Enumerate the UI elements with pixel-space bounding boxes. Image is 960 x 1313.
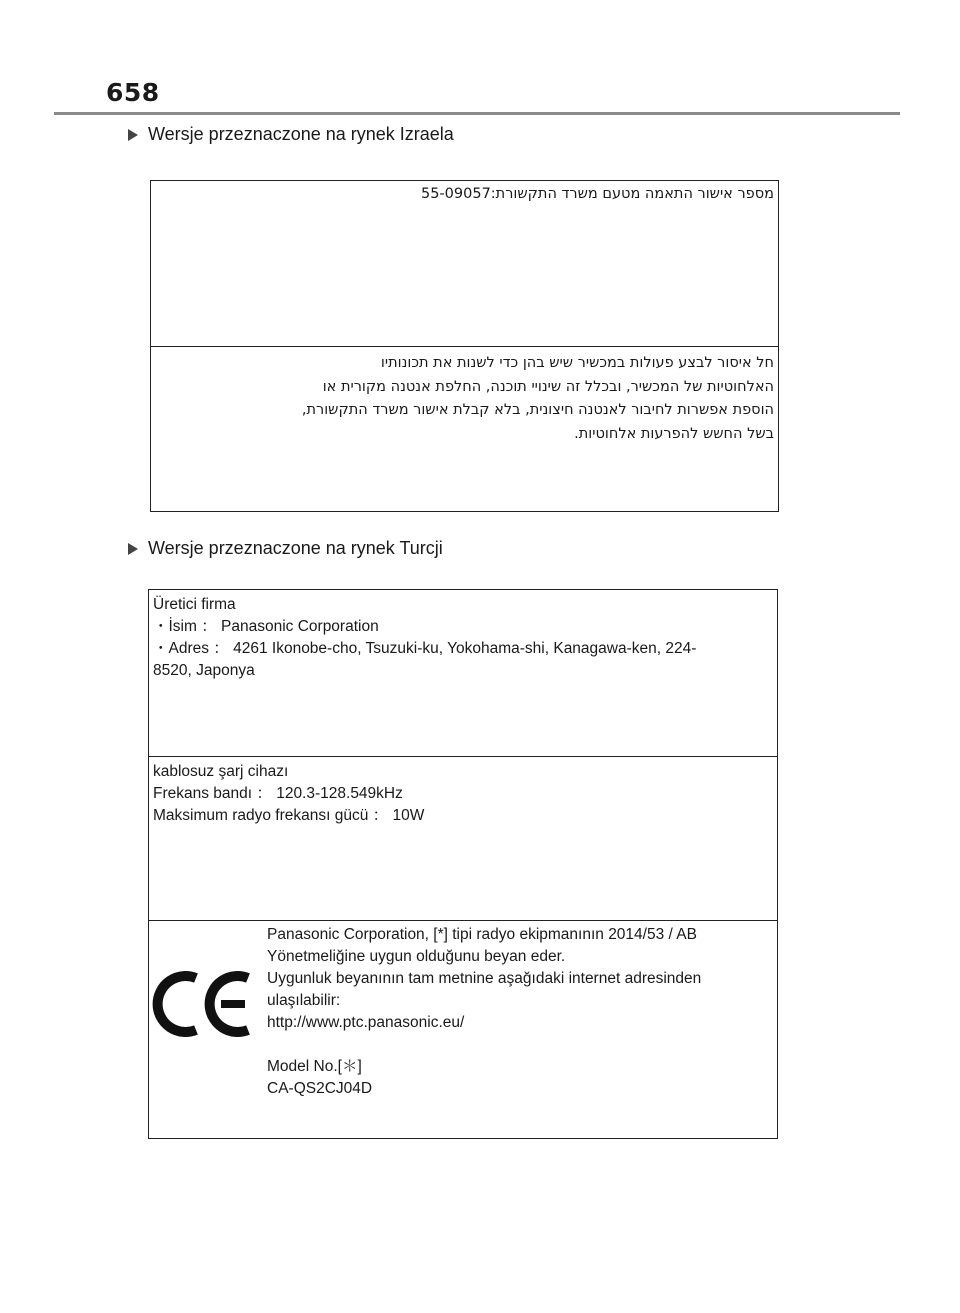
manufacturer-address-cont: 8520, Japonya [153,662,255,679]
manufacturer-title: Üretici firma [153,596,236,613]
israel-notice-line: חל איסור לבצע פעולות במכשיר שיש בהן כדי לשנות את תכונותיו [380,355,774,371]
israel-approval-cell [151,181,778,347]
header-rule [54,112,900,115]
israel-approval-box [150,180,779,512]
israel-approval-number: מספר אישור התאמה מטעם משרד התקשורת:55-09057 [420,186,774,202]
device-power: Maksimum radyo frekansı gücü ： 10W [153,807,425,824]
manufacturer-address: ・Adres ： 4261 Ikonobe-cho, Tsuzuki-ku, Yokohama-shi, Kanagawa-ken, 224- [153,640,697,657]
declaration-line: Uygunluk beyanının tam metnine aşağıdaki internet adresinden [267,970,702,987]
israel-notice-line: האלחוטיות של המכשיר, ובכלל זה שינויי תוכנה, החלפת אנטנה מקורית או [322,378,774,395]
israel-section-heading [128,124,454,145]
device-cell [149,757,777,921]
declaration-line: ulaşılabilir: [267,992,341,1009]
page-number: 658 [106,78,160,107]
declaration-url: http://www.ptc.panasonic.eu/ [267,1014,465,1031]
model-number: CA-QS2CJ04D [267,1080,373,1097]
turkey-heading-text: Wersje przeznaczone na rynek Turcji [148,538,443,558]
device-frequency: Frekans bandı ： 120.3-128.549kHz [153,785,403,802]
conformity-cell [149,921,777,1138]
manufacturer-name: ・İsim ： Panasonic Corporation [153,618,379,635]
ce-mark-icon [149,924,265,1138]
manufacturer-cell [149,590,777,757]
israel-notice-line: הוספת אפשרות לחיבור לאנטנה חיצונית, בלא קבלת אישור משרד התקשורת, [301,402,774,418]
turkey-declaration-box [148,589,778,1139]
declaration-line: Yönetmeliğine uygun olduğunu beyan eder. [267,948,566,965]
declaration-line: Panasonic Corporation, [*] tipi radyo ekipmanının 2014/53 / AB [267,926,697,943]
israel-notice-line: בשל החשש להפרעות אלחוטיות. [574,425,774,442]
turkey-section-heading [128,538,443,559]
device-title: kablosuz şarj cihazı [153,763,289,780]
conformity-text [265,924,777,1138]
israel-heading-text: Wersje przeznaczone na rynek Izraela [148,124,454,144]
model-label: Model No.[＊] [267,1058,362,1075]
triangle-bullet-icon [128,543,138,555]
triangle-bullet-icon [128,129,138,141]
israel-notice-cell [151,347,778,509]
